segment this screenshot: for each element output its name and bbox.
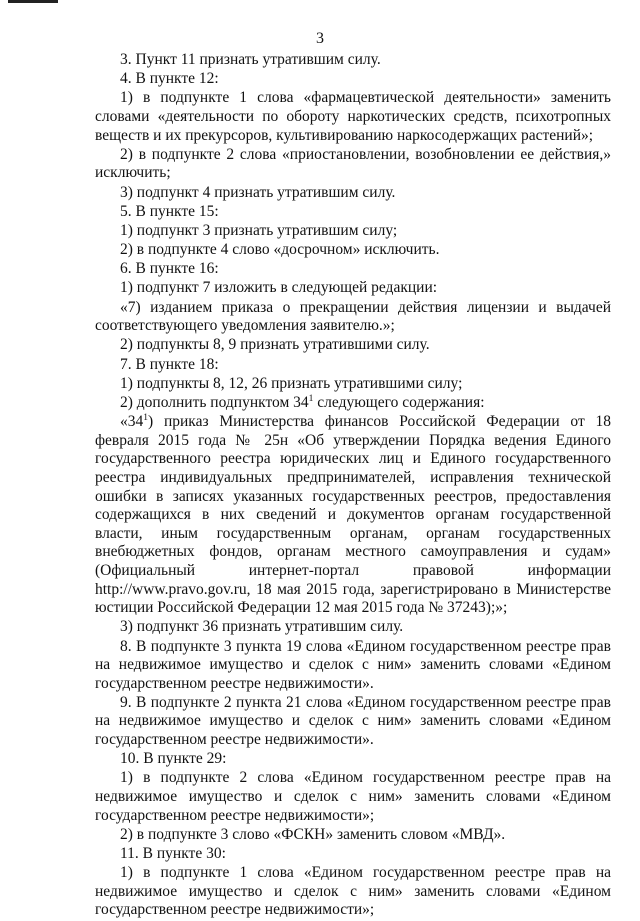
superscript: 1 — [143, 413, 148, 424]
paragraph: 10. В пункте 29: — [120, 750, 227, 768]
paragraph: 4. В пункте 12: — [120, 70, 219, 88]
paragraph: 1) в подпункте 1 слова «Едином государственном реестре прав на недвижимое имущество и сделок с ним» заменить словами «Едином государственном реестре недвижимости»; — [95, 864, 611, 919]
paragraph: 1) в подпункте 2 слова «Едином государственном реестре прав на недвижимое имущество и сделок с ним» заменить словами «Едином государственном реестре недвижимости»; — [95, 769, 611, 824]
paragraph: 11. В пункте 30: — [120, 845, 226, 862]
paragraph: 3) подпункт 4 признать утратившим силу. — [120, 183, 396, 201]
page-number: 3 — [316, 30, 324, 47]
paragraph: 7. В пункте 18: — [120, 355, 219, 373]
paragraph: 6. В пункте 16: — [120, 260, 219, 278]
paragraph: «7) изданием приказа о прекращении действия лицензии и выдачей соответствующего уведомления заявителю.»; — [95, 298, 611, 335]
paragraph: 1) в подпункте 1 слова «фармацевтической деятельности» заменить словами «деятельности по обороту наркотических средств, психотропных веществ и их прекурсоров, культивированию наркосодержащих растений»; — [95, 89, 611, 144]
paragraph: 1) подпункт 3 признать утратившим силу; — [120, 221, 398, 239]
paragraph: 2) в подпункте 3 слово «ФСКН» заменить словом «МВД». — [120, 825, 506, 843]
paragraph: 9. В подпункте 2 пункта 21 слова «Едином государственном реестре прав на недвижимое имущество и сделок с ним» заменить словами «Едином государственном реестре недвижимости». — [95, 693, 611, 749]
paragraph: 2) в подпункте 2 слова «приостановлении, возобновлении ее действия,» исключить; — [95, 145, 611, 182]
text-fragment: «34 — [120, 413, 144, 431]
top-edge-rule — [8, 0, 58, 3]
text-fragment: следующего содержания: — [313, 394, 485, 411]
paragraph: 8. В подпункте 3 пункта 19 слова «Едином государственном реестре прав на недвижимое имущество и сделок с ним» заменить словами «Едином государственном реестре недвижимости». — [95, 637, 611, 692]
paragraph: 2) подпункты 8, 9 признать утратившими силу. — [120, 336, 430, 354]
paragraph-34-intro — [95, 394, 611, 413]
paragraph-34-text — [95, 413, 611, 618]
text-fragment: 2) дополнить подпунктом 34 — [120, 394, 309, 411]
superscript: 1 — [308, 393, 314, 404]
paragraph: 3. Пункт 11 признать утратившим силу. — [120, 51, 381, 68]
document-body — [95, 51, 611, 921]
text-fragment: ) приказ Министерства финансов Российской Федерации от 18 февраля 2015 года № 25н «Об утверждении Порядка ведения Единого государственного реестра юридических лиц и Единого государственного реестра индивидуальных предпринимателей, исправления технической ошибки в записях указанных государственных реестров, предоставления содержащихся в них сведений и документов органам государственной власти, иным государственным органам, органам государственных внебюджетных фондов, органам местного самоуправления и судам» (Официальный интернет-портал правовой информации http://www.pravo.gov.ru, 18 мая 2015 года, зарегистрировано в Министерстве юстиции Российской Федерации 12 мая 2015 года № 37243);»; — [95, 413, 611, 617]
paragraph: 5. В пункте 15: — [120, 202, 219, 220]
paragraph: 1) подпункты 8, 12, 26 признать утратившими силу; — [120, 374, 463, 392]
paragraph: 1) подпункт 7 изложить в следующей редакции: — [120, 279, 438, 297]
paragraph: 3) подпункт 36 признать утратившим силу. — [120, 618, 404, 636]
paragraph: 2) в подпункте 4 слово «досрочном» исключить. — [120, 241, 440, 259]
